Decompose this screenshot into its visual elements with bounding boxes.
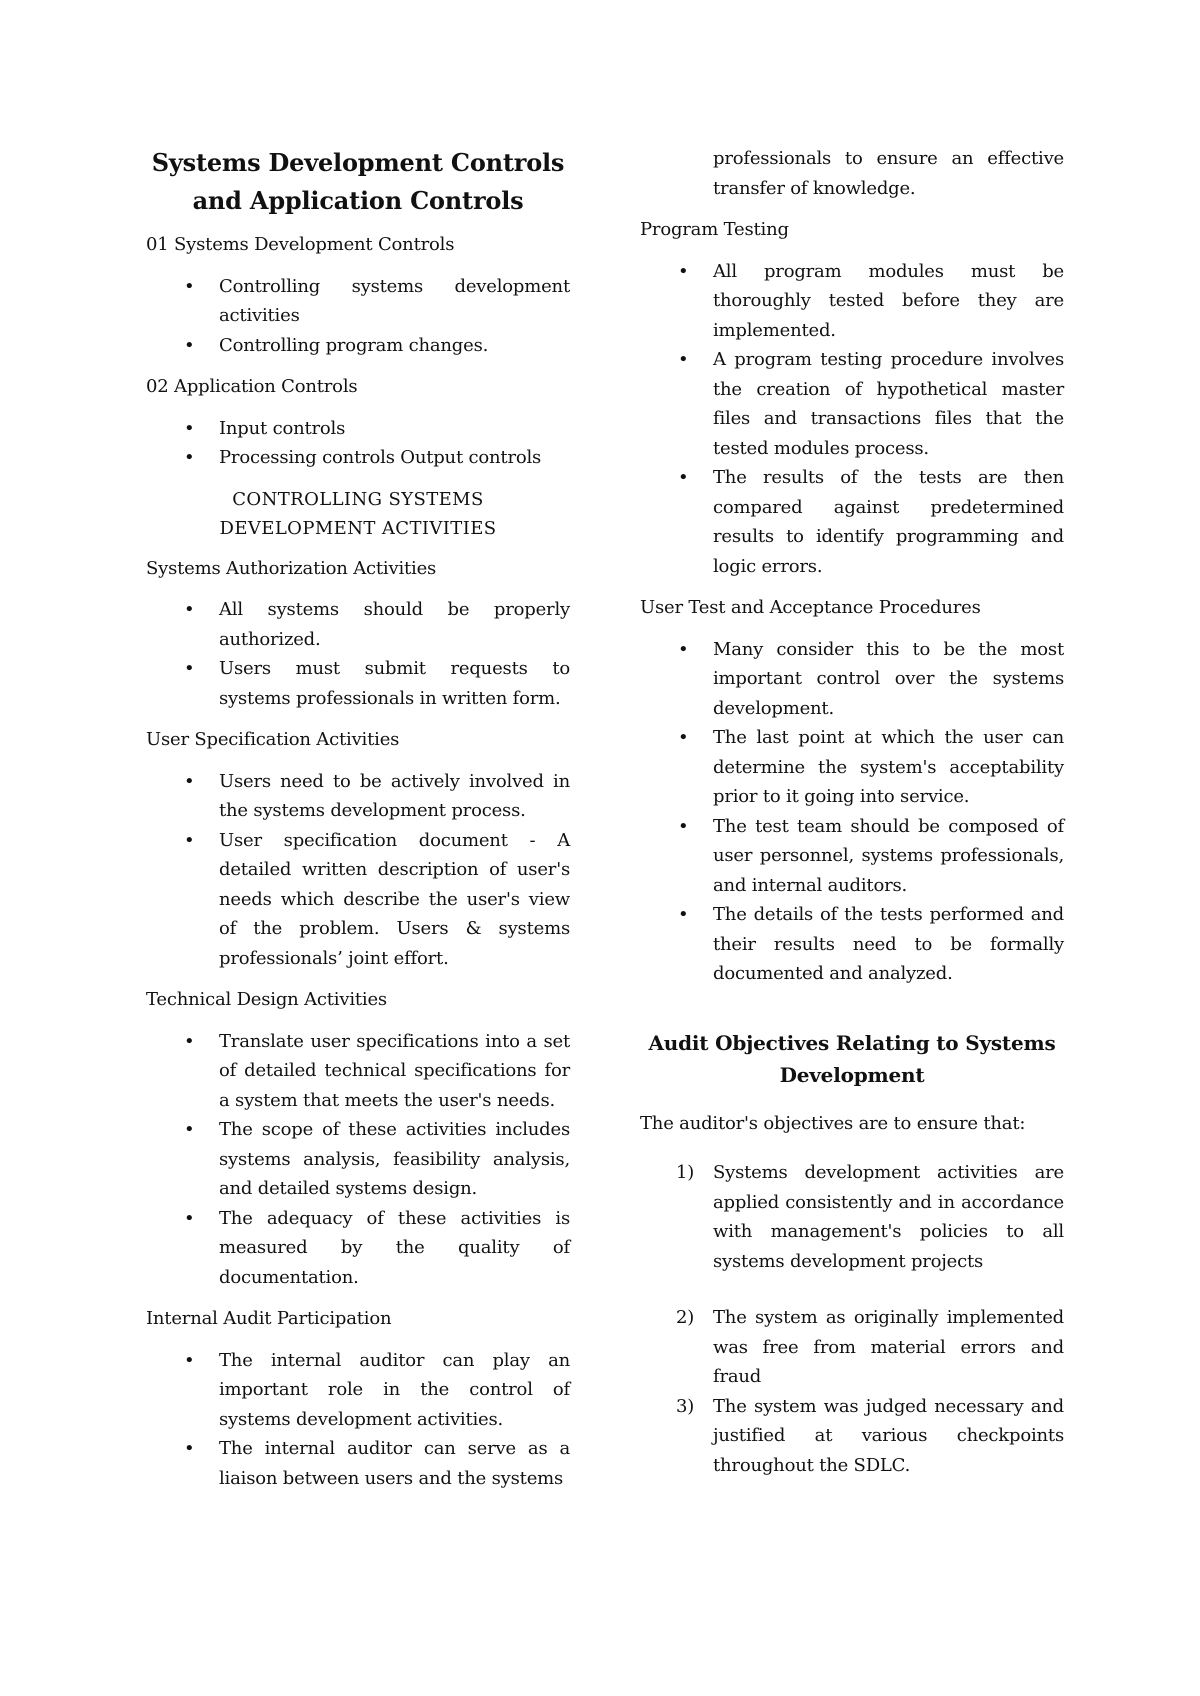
document-title-line-1: Systems Development Controls: [151, 148, 565, 177]
section-heading-internal-audit: Internal Audit Participation: [146, 1308, 392, 1329]
list-item-text: The adequacy of these activities is measured by the quality of documentation.: [219, 1207, 570, 1288]
list-number: 1): [676, 1162, 695, 1183]
list-audit-objectives: [640, 1158, 1064, 1480]
list-item-text: The internal auditor can play an important role in the control of systems development activities.: [219, 1349, 570, 1430]
bullet-icon: •: [678, 815, 689, 837]
list-item-text: The system was judged necessary and justified at various checkpoints throughout the SDLC.: [713, 1395, 1064, 1476]
list-number: 3): [676, 1395, 695, 1417]
list-item: [640, 900, 1064, 989]
list-item: [640, 1392, 1064, 1481]
section-heading-user-specification: User Specification Activities: [146, 729, 400, 750]
list-item-text: The details of the tests performed and their results need to be formally documented and analyzed.: [713, 904, 1064, 984]
list-systems-development-controls: [146, 272, 570, 361]
list-user-specification: [146, 767, 570, 974]
list-item: [640, 257, 1064, 346]
list-item-text: Translate user specifications into a set of detailed technical specifications for a system that meets the user's needs.: [219, 1030, 570, 1111]
bullet-icon: •: [678, 904, 689, 925]
list-item: [146, 272, 570, 331]
bullet-icon: •: [678, 467, 689, 488]
list-application-controls: [146, 414, 570, 473]
list-item: [640, 463, 1064, 581]
list-item-text: Users need to be actively involved in the systems development process.: [219, 770, 570, 821]
audit-objectives-title-line-1: Audit Objectives Relating to Systems: [648, 1030, 1056, 1055]
section-heading-application-controls: 02 Application Controls: [146, 376, 358, 397]
list-item: [640, 1303, 1064, 1392]
bullet-icon: •: [678, 638, 689, 660]
list-internal-audit: [146, 1346, 570, 1494]
document-title: [146, 144, 570, 220]
list-item-text: The system as originally implemented was free from material errors and fraud: [713, 1307, 1064, 1387]
list-item: [146, 414, 570, 444]
list-item-text: The internal auditor can serve as a liaison between users and the systems: [219, 1438, 570, 1489]
bullet-icon: •: [184, 599, 195, 620]
document-title-line-2: and Application Controls: [192, 186, 524, 215]
audit-objectives-title: [640, 1027, 1064, 1091]
list-item-text: User specification document - A detailed written description of user's needs which describe the user's view of the problem. Users & systems professionals’ joint effort.: [219, 829, 570, 969]
bullet-icon: •: [184, 334, 195, 356]
list-item-text: Many consider this to be the most important control over the systems development.: [713, 638, 1064, 719]
section-heading-user-test-acceptance: User Test and Acceptance Procedures: [640, 597, 981, 618]
list-item-text: All program modules must be thoroughly tested before they are implemented.: [713, 260, 1064, 341]
list-item: [640, 812, 1064, 901]
continued-list-item-text: professionals to ensure an effective transfer of knowledge.: [713, 148, 1064, 199]
bullet-icon: •: [184, 1030, 195, 1052]
section-heading-program-testing: Program Testing: [640, 219, 789, 240]
list-item: [640, 635, 1064, 724]
caps-heading-line-1: CONTROLLING SYSTEMS: [232, 488, 484, 510]
list-item: [146, 826, 570, 974]
bullet-icon: •: [184, 1349, 195, 1371]
list-item: [146, 331, 570, 361]
bullet-icon: •: [184, 1438, 195, 1459]
list-item: [146, 1027, 570, 1116]
list-item-text: The test team should be composed of user personnel, systems professionals, and internal auditors.: [713, 815, 1064, 896]
left-column: [146, 144, 570, 1505]
bullet-icon: •: [184, 829, 195, 851]
bullet-icon: •: [184, 770, 195, 792]
list-item: [640, 345, 1064, 463]
list-user-test-acceptance: [640, 635, 1064, 989]
bullet-icon: •: [184, 658, 195, 679]
list-item-text: A program testing procedure involves the creation of hypothetical master files and transactions files that the tested modules process.: [713, 349, 1064, 459]
bullet-icon: •: [184, 417, 195, 439]
list-item: [146, 654, 570, 713]
section-heading-systems-authorization: Systems Authorization Activities: [146, 557, 437, 579]
list-item: [146, 767, 570, 826]
list-program-testing: [640, 257, 1064, 582]
list-systems-authorization: [146, 595, 570, 713]
list-item-text: Controlling program changes.: [219, 334, 489, 356]
list-item-text: Systems development activities are applied consistently and in accordance with management's policies to all systems development projects: [713, 1162, 1064, 1272]
list-item-text: Controlling systems development activities: [219, 275, 570, 326]
list-item-text: The results of the tests are then compared against predetermined results to identify programming and logic errors.: [713, 467, 1064, 577]
bullet-icon: •: [184, 447, 195, 468]
list-item-text: All systems should be properly authorized.: [219, 599, 570, 650]
bullet-icon: •: [184, 1207, 195, 1229]
list-item: [146, 443, 570, 473]
bullet-icon: •: [678, 727, 689, 748]
caps-heading-line-2: DEVELOPMENT ACTIVITIES: [219, 518, 497, 539]
list-item: [146, 1115, 570, 1204]
right-column: [640, 144, 1064, 1480]
list-item: [146, 1434, 570, 1493]
list-item-text: Processing controls Output controls: [219, 447, 542, 468]
section-heading-systems-development-controls: 01 Systems Development Controls: [146, 234, 455, 255]
list-item-text: The scope of these activities includes systems analysis, feasibility analysis, and detailed systems design.: [219, 1119, 570, 1199]
bullet-icon: •: [184, 1119, 195, 1140]
list-item-text: Input controls: [219, 417, 346, 439]
list-item-text: Users must submit requests to systems professionals in written form.: [219, 658, 570, 709]
bullet-icon: •: [678, 349, 689, 370]
list-item: [146, 1346, 570, 1435]
bullet-icon: •: [678, 260, 689, 282]
audit-objectives-title-line-2: Development: [779, 1062, 925, 1087]
list-item-text: The last point at which the user can determine the system's acceptability prior to it going into service.: [713, 727, 1064, 807]
bullet-icon: •: [184, 275, 195, 297]
audit-objectives-intro: The auditor's objectives are to ensure that:: [640, 1112, 1026, 1134]
list-technical-design: [146, 1027, 570, 1293]
list-number: 2): [676, 1307, 695, 1328]
section-heading-technical-design: Technical Design Activities: [146, 989, 387, 1010]
list-item: [146, 595, 570, 654]
list-item: [640, 723, 1064, 812]
list-item: [146, 1204, 570, 1293]
list-item: [640, 1158, 1064, 1276]
caps-heading-controlling-systems-development: [146, 485, 570, 544]
